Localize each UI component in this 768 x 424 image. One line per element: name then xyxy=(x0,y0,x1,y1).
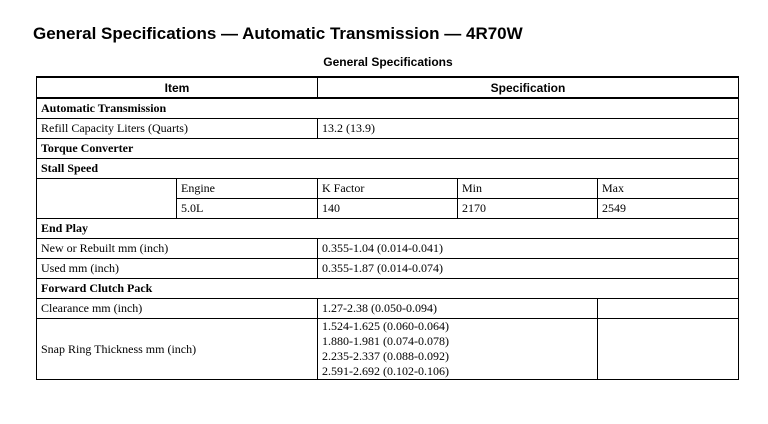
clearance-label: Clearance mm (inch) xyxy=(37,299,318,319)
used-label: Used mm (inch) xyxy=(37,259,318,279)
item-header: Item xyxy=(37,77,318,98)
section-stall-speed: Stall Speed xyxy=(37,159,739,179)
table-title: General Specifications xyxy=(323,55,453,69)
empty-cell xyxy=(598,299,739,319)
used-value: 0.355-1.87 (0.014-0.074) xyxy=(318,259,739,279)
k-factor-value: 140 xyxy=(318,199,458,219)
min-value: 2170 xyxy=(458,199,598,219)
section-row xyxy=(37,98,739,119)
snap-ring-label: Snap Ring Thickness mm (inch) xyxy=(37,319,318,380)
snap-ring-values xyxy=(318,319,598,380)
section-row xyxy=(37,159,739,179)
snap-ring-value: 1.880-1.981 (0.074-0.078) xyxy=(322,334,449,348)
section-torque-converter: Torque Converter xyxy=(37,139,739,159)
new-or-rebuilt-label: New or Rebuilt mm (inch) xyxy=(37,239,318,259)
refill-capacity-value: 13.2 (13.9) xyxy=(318,119,739,139)
snap-ring-value: 2.235-2.337 (0.088-0.092) xyxy=(322,349,449,363)
engine-value: 5.0L xyxy=(177,199,318,219)
new-or-rebuilt-value: 0.355-1.04 (0.014-0.041) xyxy=(318,239,739,259)
section-forward-clutch-pack: Forward Clutch Pack xyxy=(37,279,739,299)
header-row xyxy=(37,77,739,98)
snap-ring-value: 1.524-1.625 (0.060-0.064) xyxy=(322,319,449,333)
snap-ring-value: 2.591-2.692 (0.102-0.106) xyxy=(322,364,449,378)
section-automatic-transmission: Automatic Transmission xyxy=(37,98,739,119)
max-value: 2549 xyxy=(598,199,739,219)
table-row xyxy=(37,319,739,380)
table-row xyxy=(37,119,739,139)
clearance-value: 1.27-2.38 (0.050-0.094) xyxy=(318,299,598,319)
section-row xyxy=(37,279,739,299)
table-row xyxy=(37,239,739,259)
max-header: Max xyxy=(598,179,739,199)
page-title: General Specifications — Automatic Transmission — 4R70W xyxy=(33,24,523,43)
stall-speed-header-row xyxy=(37,179,739,199)
empty-cell xyxy=(37,179,177,199)
specifications-table xyxy=(36,76,739,380)
specification-header: Specification xyxy=(318,77,739,98)
min-header: Min xyxy=(458,179,598,199)
refill-capacity-label: Refill Capacity Liters (Quarts) xyxy=(37,119,318,139)
table-row xyxy=(37,299,739,319)
k-factor-header: K Factor xyxy=(318,179,458,199)
section-end-play: End Play xyxy=(37,219,739,239)
section-row xyxy=(37,219,739,239)
engine-header: Engine xyxy=(177,179,318,199)
empty-cell xyxy=(37,199,177,219)
stall-speed-row xyxy=(37,199,739,219)
section-row xyxy=(37,139,739,159)
table-row xyxy=(37,259,739,279)
empty-cell xyxy=(598,319,739,380)
